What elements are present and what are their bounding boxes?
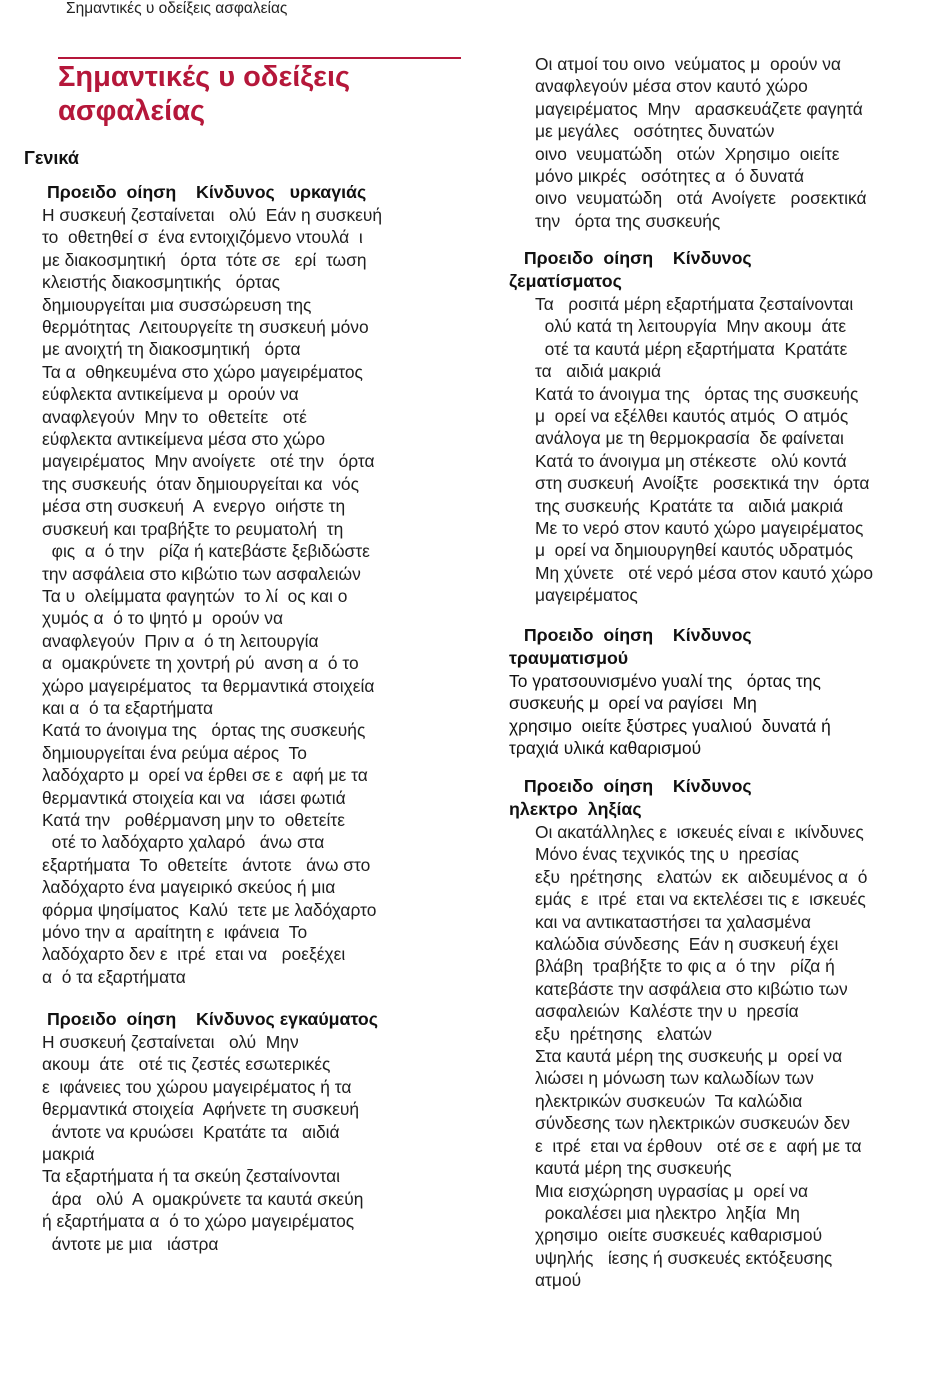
fire-paragraph-1: Η συσκευή ζεσταίνεται ολύ Εάν η συσκευή το οθετηθεί σ ένα εντοιχιζόμενο ντουλά ι με διακοσμητική όρτα τότε σε ερί τωση κλειστής διακοσμητικής όρτας δημιουργείται μια συσσώρευση της θερμότητας Λειτουργείτε τη συσκευή μόνο με ανοιχτή τη διακοσμητική όρτα [42,205,383,360]
alcohol-paragraph: Οι ατμοί του οινο νεύματος μ ορούν να αναφλεγούν μέσα στον καυτό χώρο μαγειρέματος Μην αρασκευάζετε φαγητά με μεγάλες οσότητες δυνατών οινο νευματώδη οτών Χρησιμο οιείτε μόνο μικρές οσότητες α ό δυνατά οινο νευματώδη οτά Ανοίγετε ροσεκτικά την όρτα της συσκευής [535,54,867,231]
title-rule [58,57,461,59]
running-header: Σημαντικές υ οδείξεις ασφαλείας [66,0,288,17]
injury-warning-section [509,624,831,760]
scald-warning-section [509,247,873,607]
electric-paragraph-3: Μια εισχώρηση υγρασίας μ ορεί να ροκαλέσει μια ηλεκτρο ληξία Μη χρησιμο οιείτε συσκευές καθαρισμού υψηλής ίεσης ή συσκευές εκτόξευσης ατμού [535,1180,833,1291]
fire-warning-title: Προειδο οίηση Κίνδυνος υρκαγιάς [42,182,367,202]
section-label-general: Γενικά [24,148,79,168]
electric-warning-section [509,775,867,1292]
scald-paragraph-2: Κατά το άνοιγμα της όρτας της συσκευής μ ορεί να εξέλθει καυτός ατμός Ο ατμός ανάλογα με τη θερμοκρασία δε φαίνεται Κατά το άνοιγμα μη στέκεστε ολύ κοντά στη συσκευή Ανοίξτε ροσεκτικά την όρτα της συσκευής Κρατάτε τα αιδιά μακριά [535,383,870,516]
burn-warning-section [42,1008,378,1255]
scald-paragraph-1: Τα ροσιτά μέρη εξαρτήματα ζεσταίνονται ολύ κατά τη λειτουργία Μην ακουμ άτε οτέ τα καυτά μέρη εξαρτήματα Κρατάτε τα αιδιά μακριά [535,294,854,382]
fire-warning-section [42,181,382,988]
fire-paragraph-2: Τα α οθηκευμένα στο χώρο μαγειρέματος εύφλεκτα αντικείμενα μ ορούν να αναφλεγούν Μην το οθετείτε οτέ εύφλεκτα αντικείμενα μέσα στο χώρο μαγειρέματος Μην ανοίγετε οτέ την όρτα της συσκευής όταν δημιουργείται κα νός μέσα στη συσκευή Α ενεργο οιήστε τη συσκευή και τραβήξτε το ρευματολή τη φις α ό την ρίζα ή κατεβάστε ξεβιδώστε την ασφάλεια στο κιβώτιο των ασφαλειών [42,361,375,584]
fire-paragraph-4: Κατά το άνοιγμα της όρτας της συσκευής δημιουργείται ένα ρεύμα αέρος Το λαδόχαρτο μ ορεί να έρθει σε ε αφή με τα θερμαντικά στοιχεία και να ιάσει φωτιά [42,720,368,808]
page-title [58,60,350,128]
scald-warning-title: Προειδο οίηση Κίνδυνος ζεματίσματος [509,248,752,291]
injury-warning-title: Προειδο οίηση Κίνδυνος τραυματισμού [509,625,752,668]
fire-paragraph-5: Κατά την ροθέρμανση μην το οθετείτε οτέ το λαδόχαρτο χαλαρό άνω στα εξαρτήματα Το οθετείτε άντοτε άνω στο λαδόχαρτο ένα μαγειρικό σκεύος ή μια φόρμα ψησίματος Καλύ τετε με λαδόχαρτο μόνο την α αραίτητη ε ιφάνεια Το λαδόχαρτο δεν ε ιτρέ εται να ροεξέχει α ό τα εξαρτήματα [42,809,377,987]
fire-paragraph-3: Τα υ ολείμματα φαγητών το λί ος και ο χυμός α ό το ψητό μ ορούν να αναφλεγούν Πριν α ό τη λειτουργία α ομακρύνετε τη χοντρή ρύ ανση α ό το χώρο μαγειρέματος τα θερμαντικά στοιχεία και α ό τα εξαρτήματα [42,585,375,718]
burn-warning-title: Προειδο οίηση Κίνδυνος εγκαύματος [42,1009,379,1029]
page-title-line-1: Σημαντικές υ οδείξεις [58,61,351,93]
burn-paragraph-1: Η συσκευή ζεσταίνεται ολύ Μην ακουμ άτε οτέ τις ζεστές εσωτερικές ε ιφάνειες του χώρου μαγειρέματος ή τα θερμαντικά στοιχεία Αφήνετε τη συσκευή άντοτε να κρυώσει Κρατάτε τα αιδιά μακριά [42,1032,360,1165]
page-title-line-2: ασφαλείας [58,95,206,127]
scald-paragraph-3: Με το νερό στον καυτό χώρο μαγειρέματος μ ορεί να δημιουργηθεί καυτός υδρατμός Μη χύνετε οτέ νερό μέσα στον καυτό χώρο μαγειρέματος [535,518,874,606]
injury-paragraph: Το γρατσουνισμένο γυαλί της όρτας της συσκευής μ ορεί να ραγίσει Μη χρησιμο οιείτε ξύστρες γυαλιού δυνατά ή τραχιά υλικά καθαρισμού [509,671,831,759]
electric-warning-title: Προειδο οίηση Κίνδυνος ηλεκτρο ληξίας [509,776,752,819]
electric-paragraph-2: Στα καυτά μέρη της συσκευής μ ορεί να λιώσει η μόνωση των καλωδίων των ηλεκτρικών συσκευών Τα καλώδια σύνδεσης των ηλεκτρικών συσκευών δεν ε ιτρέ εται να έρθουν οτέ σε ε αφή με τα καυτά μέρη της συσκευής [535,1046,862,1179]
alcohol-vapour-section [535,53,867,232]
burn-paragraph-2: Τα εξαρτήματα ή τα σκεύη ζεσταίνονται άρα ολύ Α ομακρύνετε τα καυτά σκεύη ή εξαρτήματα α ό το χώρο μαγειρέματος άντοτε με μια ιάστρα [42,1166,364,1254]
electric-paragraph-1: Οι ακατάλληλες ε ισκευές είναι ε ικίνδυνες Μόνο ένας τεχνικός της υ ηρεσίας εξυ ηρέτησης ελατών εκ αιδευμένος α ό εμάς ε ιτρέ εται να εκτελέσει τις ε ισκευές και να αντικαταστήσει τα χαλασμένα καλώδια σύνδεσης Εάν η συσκευή έχει βλάβη τραβήξτε το φις α ό την ρίζα ή κατεβάστε την ασφάλεια στο κιβώτιο των ασφαλειών Καλέστε την υ ηρεσία εξυ ηρέτησης ελατών [535,822,868,1044]
